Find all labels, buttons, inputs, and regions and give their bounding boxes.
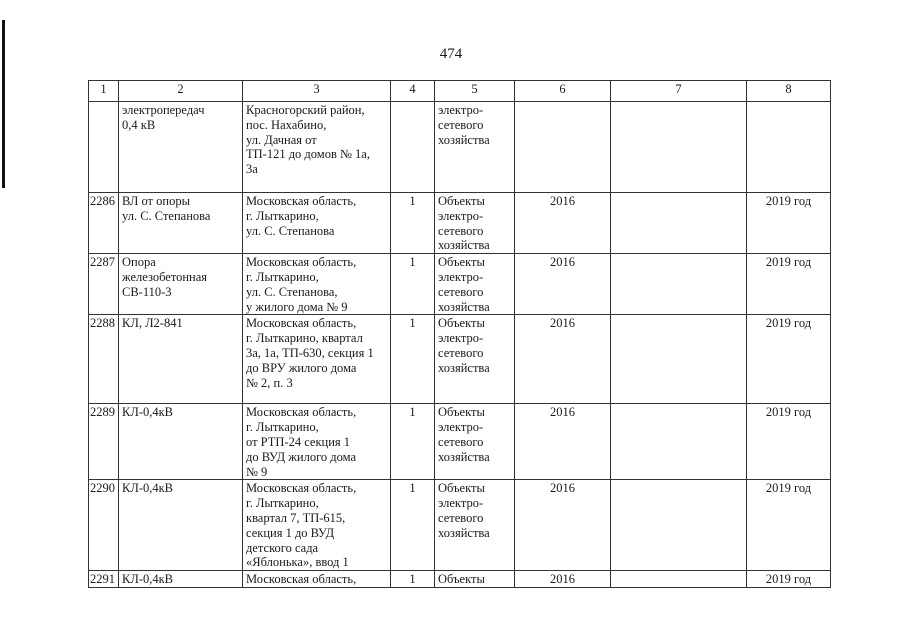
row-number-cell: 2291: [89, 571, 119, 588]
deadline-cell: 2019 год: [747, 254, 831, 315]
page-number: 474: [439, 46, 463, 62]
object-name-cell: КЛ-0,4кВ: [119, 480, 243, 571]
quantity-cell: [391, 102, 435, 193]
category-cell: Объекты электро- сетевого хозяйства: [435, 404, 515, 480]
object-name-cell: КЛ-0,4кВ: [119, 571, 243, 588]
table-row: [89, 102, 831, 193]
category-cell: электро- сетевого хозяйства: [435, 102, 515, 193]
header-cell: 2: [119, 81, 243, 102]
year-cell: 2016: [515, 480, 611, 571]
address-cell: Московская область, г. Лыткарино, от РТП-24 секция 1 до ВУД жилого дома № 9: [243, 404, 391, 480]
row-number-cell: 2289: [89, 404, 119, 480]
row-number-cell: 2286: [89, 193, 119, 254]
row-number-cell: 2287: [89, 254, 119, 315]
registry-table: [88, 80, 831, 588]
address-cell: Московская область, г. Лыткарино, ул. С. Степанова: [243, 193, 391, 254]
category-cell: Объекты электро- сетевого хозяйства: [435, 254, 515, 315]
object-name-cell: КЛ-0,4кВ: [119, 404, 243, 480]
table-row: [89, 404, 831, 480]
year-cell: 2016: [515, 404, 611, 480]
row-number-cell: 2288: [89, 315, 119, 404]
table-row: [89, 480, 831, 571]
year-cell: 2016: [515, 254, 611, 315]
column-7-cell: [611, 315, 747, 404]
quantity-cell: 1: [391, 193, 435, 254]
table-row: [89, 193, 831, 254]
category-cell: Объекты: [435, 571, 515, 588]
address-cell: Московская область,: [243, 571, 391, 588]
object-name-cell: электропередач 0,4 кВ: [119, 102, 243, 193]
quantity-cell: 1: [391, 404, 435, 480]
header-cell: 4: [391, 81, 435, 102]
deadline-cell: 2019 год: [747, 571, 831, 588]
table-row: [89, 254, 831, 315]
row-number-cell: [89, 102, 119, 193]
category-cell: Объекты электро- сетевого хозяйства: [435, 193, 515, 254]
quantity-cell: 1: [391, 254, 435, 315]
header-cell: 1: [89, 81, 119, 102]
deadline-cell: 2019 год: [747, 404, 831, 480]
column-7-cell: [611, 480, 747, 571]
year-cell: 2016: [515, 571, 611, 588]
table-header-row: [89, 81, 831, 102]
deadline-cell: 2019 год: [747, 315, 831, 404]
column-7-cell: [611, 254, 747, 315]
year-cell: [515, 102, 611, 193]
column-7-cell: [611, 404, 747, 480]
year-cell: 2016: [515, 315, 611, 404]
quantity-cell: 1: [391, 571, 435, 588]
header-cell: 8: [747, 81, 831, 102]
table-row: [89, 571, 831, 588]
quantity-cell: 1: [391, 315, 435, 404]
column-7-cell: [611, 193, 747, 254]
address-cell: Московская область, г. Лыткарино, квартал 3а, 1а, ТП-630, секция 1 до ВРУ жилого дома № 2, п. 3: [243, 315, 391, 404]
deadline-cell: 2019 год: [747, 480, 831, 571]
category-cell: Объекты электро- сетевого хозяйства: [435, 315, 515, 404]
deadline-cell: [747, 102, 831, 193]
deadline-cell: 2019 год: [747, 193, 831, 254]
object-name-cell: Опора железобетонная СВ-110-3: [119, 254, 243, 315]
object-name-cell: КЛ, Л2-841: [119, 315, 243, 404]
header-cell: 6: [515, 81, 611, 102]
row-number-cell: 2290: [89, 480, 119, 571]
category-cell: Объекты электро- сетевого хозяйства: [435, 480, 515, 571]
column-7-cell: [611, 571, 747, 588]
column-7-cell: [611, 102, 747, 193]
header-cell: 7: [611, 81, 747, 102]
year-cell: 2016: [515, 193, 611, 254]
address-cell: Московская область, г. Лыткарино, квартал 7, ТП-615, секция 1 до ВУД детского сада «Яблонька», ввод 1: [243, 480, 391, 571]
header-cell: 3: [243, 81, 391, 102]
address-cell: Московская область, г. Лыткарино, ул. С. Степанова, у жилого дома № 9: [243, 254, 391, 315]
header-cell: 5: [435, 81, 515, 102]
object-name-cell: ВЛ от опоры ул. С. Степанова: [119, 193, 243, 254]
table-row: [89, 315, 831, 404]
address-cell: Красногорский район, пос. Нахабино, ул. Дачная от ТП-121 до домов № 1а, 3а: [243, 102, 391, 193]
quantity-cell: 1: [391, 480, 435, 571]
